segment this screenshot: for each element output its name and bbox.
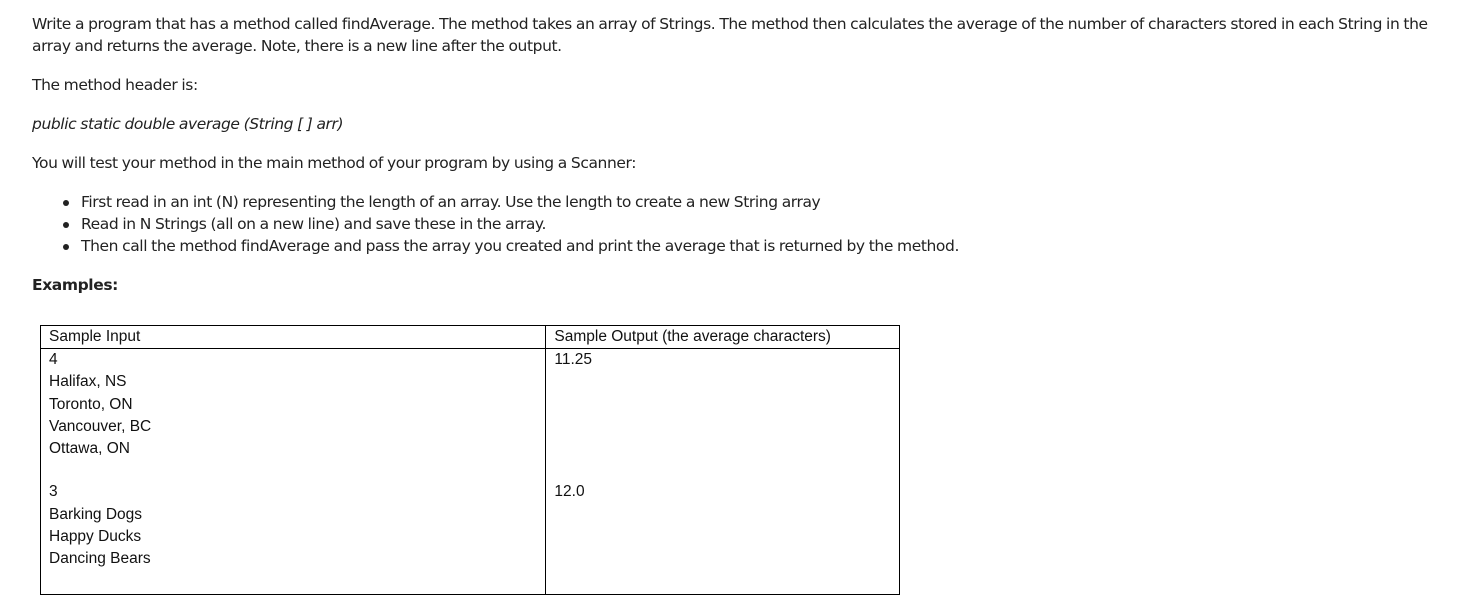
input-line: Happy Ducks bbox=[49, 528, 142, 546]
sample-input-header: Sample Input bbox=[41, 326, 546, 349]
input-line: 4 bbox=[49, 351, 58, 368]
steps-list bbox=[32, 191, 1472, 257]
table-row bbox=[41, 349, 900, 595]
input-line: Toronto, ON bbox=[49, 395, 133, 413]
intro-line-1: Write a program that has a method called findAverage. The method takes an array of Strings. The method then calculates the average of the number of characters stored in each String in the bbox=[32, 15, 1428, 33]
input-line: Halifax, NS bbox=[49, 373, 127, 391]
step-item: Read in N Strings (all on a new line) and save these in the array. bbox=[81, 213, 1472, 235]
output-value: 11.25 bbox=[554, 351, 593, 368]
sample-output-header: Sample Output (the average characters) bbox=[546, 326, 900, 349]
problem-statement bbox=[32, 13, 1472, 296]
intro-line-2: array and returns the average. Note, there is a new line after the output. bbox=[32, 37, 562, 55]
input-line: 3 bbox=[49, 483, 58, 501]
input-line: Barking Dogs bbox=[49, 505, 143, 523]
table-header-row bbox=[41, 326, 900, 349]
input-line: Dancing Bears bbox=[49, 550, 151, 568]
method-header-label: The method header is: bbox=[32, 76, 198, 94]
sample-output-cell bbox=[546, 349, 900, 595]
input-line: Vancouver, BC bbox=[49, 417, 152, 435]
output-value: 12.0 bbox=[554, 483, 585, 501]
examples-table bbox=[40, 325, 900, 595]
input-line: Ottawa, ON bbox=[49, 440, 130, 458]
method-signature: public static double average (String [ ] arr) bbox=[32, 115, 344, 133]
step-item: Then call the method findAverage and pass the array you created and print the average that is returned by the method. bbox=[81, 235, 1472, 257]
sample-input-cell bbox=[41, 349, 546, 595]
examples-heading: Examples: bbox=[32, 276, 118, 294]
scanner-intro: You will test your method in the main method of your program by using a Scanner: bbox=[32, 154, 637, 172]
step-item: First read in an int (N) representing the length of an array. Use the length to create a new String array bbox=[81, 191, 1472, 213]
